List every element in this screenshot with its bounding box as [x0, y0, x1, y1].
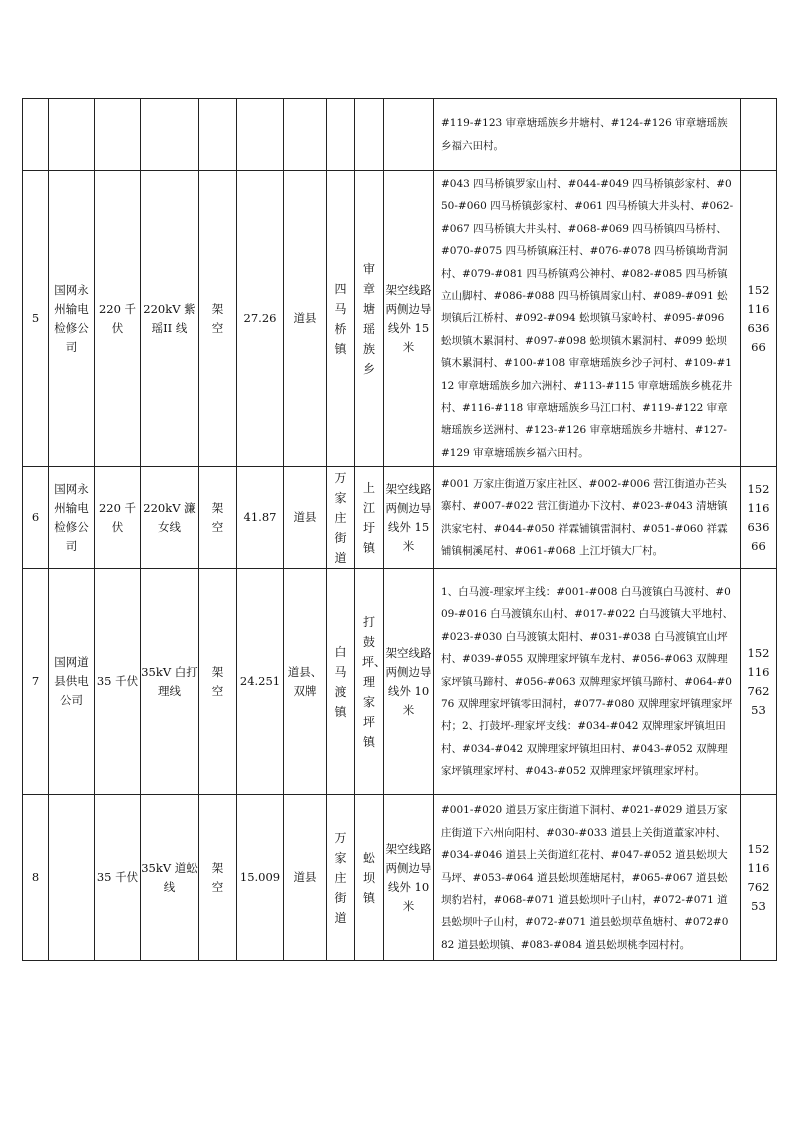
- town-cell: 万家庄街道: [327, 467, 355, 569]
- voltage-cell: 220 千伏: [95, 467, 141, 569]
- row-number-cell: 8: [23, 795, 49, 961]
- town-cell: 四马桥镇: [327, 171, 355, 467]
- phone-cell: 152 116 636 66: [741, 171, 777, 467]
- table-row: [23, 171, 777, 467]
- organization-cell: [49, 795, 95, 961]
- town2-cell: 审章塘瑶族乡: [355, 171, 384, 467]
- tower-villages-cell: #119-#123 审章塘瑶族乡井塘村、#124-#126 审章塘瑶族乡福六田村。: [434, 99, 741, 171]
- town-cell: 白马渡镇: [327, 569, 355, 795]
- organization-cell: 国网永州输电检修公司: [49, 467, 95, 569]
- town2-cell: 打鼓坪、理家坪镇: [355, 569, 384, 795]
- line-type-cell: 架空: [199, 795, 237, 961]
- table-row: [23, 569, 777, 795]
- row-number-cell: 6: [23, 467, 49, 569]
- voltage-cell: 35 千伏: [95, 795, 141, 961]
- phone-cell: 152 116 636 66: [741, 467, 777, 569]
- county-cell: 道县、双牌: [284, 569, 327, 795]
- tower-villages-cell: #001 万家庄街道万家庄社区、#002-#006 营江街道办芒头寨村、#007-#022 营江街道办下汶村、#023-#043 清塘镇洪家宅村、#044-#050 祥霖铺镇雷洞村、#051-#060 祥霖铺镇桐溪尾村、#061-#068 上江圩镇大厂村。: [434, 467, 741, 569]
- organization-cell: 国网道县供电公司: [49, 569, 95, 795]
- tower-villages-cell: 1、白马渡-理家坪主线：#001-#008 白马渡镇白马渡村、#009-#016 白马渡镇东山村、#017-#022 白马渡镇大平地村、#023-#030 白马渡镇太阳村、#031-#038 白马渡镇宜山坪村、#039-#055 双牌理家坪镇车龙村、#056-#063 双牌理家坪镇马蹄村、#056-#063 双牌理家坪镇马蹄村、#064-#076 双牌理家坪镇零田洞村，#077-#080 双牌理家坪镇理家坪村；2、打鼓坪-理家坪支线：#034-#042 双牌理家坪镇坦田村、#034-#042 双牌理家坪镇坦田村、#043-#052 双牌理家坪镇理家坪村、#043-#052 双牌理家坪镇理家坪村。: [434, 569, 741, 795]
- phone-cell: 152 116 762 53: [741, 795, 777, 961]
- phone-cell: 152 116 762 53: [741, 569, 777, 795]
- line-type-cell: 架空: [199, 171, 237, 467]
- length-cell: 27.26: [237, 171, 284, 467]
- line-type-cell: 架空: [199, 569, 237, 795]
- line-name-cell: 35kV 道蚣线: [141, 795, 199, 961]
- protection-scope-cell: 架空线路两侧边导线外 10 米: [384, 795, 434, 961]
- table-row: [23, 795, 777, 961]
- length-cell: 41.87: [237, 467, 284, 569]
- line-name-cell: 220kV 濂女线: [141, 467, 199, 569]
- protection-scope-cell: 架空线路两侧边导线外 15 米: [384, 171, 434, 467]
- voltage-cell: 35 千伏: [95, 569, 141, 795]
- length-cell: 15.009: [237, 795, 284, 961]
- county-cell: 道县: [284, 171, 327, 467]
- line-name-cell: 35kV 白打理线: [141, 569, 199, 795]
- line-protection-table: [22, 98, 777, 961]
- line-name-cell: 220kV 紫瑶II 线: [141, 171, 199, 467]
- town2-cell: 蚣坝镇: [355, 795, 384, 961]
- table-row: [23, 467, 777, 569]
- row-number-cell: 5: [23, 171, 49, 467]
- county-cell: 道县: [284, 795, 327, 961]
- tower-villages-cell: #043 四马桥镇罗家山村、#044-#049 四马桥镇彭家村、#050-#060 四马桥镇彭家村、#061 四马桥镇大井头村、#062-#067 四马桥镇大井头村、#068-#069 四马桥镇四马桥村、#070-#075 四马桥镇麻汪村、#076-#078 四马桥镇坳背洞村、#079-#081 四马桥镇鸡公神村、#082-#085 四马桥镇立山脚村、#086-#088 四马桥镇周家山村、#089-#091 蚣坝镇后江桥村、#092-#094 蚣坝镇马家岭村、#095-#096 蚣坝镇木累洞村、#097-#098 蚣坝镇木累洞村、#099 蚣坝镇木累洞村、#100-#108 审章塘瑶族乡沙子河村、#109-#112 审章塘瑶族乡加六洲村、#113-#115 审章塘瑶族乡桃花井村、#116-#118 审章塘瑶族乡马江口村、#119-#122 审章塘瑶族乡送洲村、#123-#126 审章塘瑶族乡井塘村、#127-#129 审章塘瑶族乡福六田村。: [434, 171, 741, 467]
- town-cell: 万家庄街道: [327, 795, 355, 961]
- protection-scope-cell: 架空线路两侧边导线外 15 米: [384, 467, 434, 569]
- length-cell: 24.251: [237, 569, 284, 795]
- table-row: [23, 99, 777, 171]
- voltage-cell: 220 千伏: [95, 171, 141, 467]
- town2-cell: 上江圩镇: [355, 467, 384, 569]
- county-cell: 道县: [284, 467, 327, 569]
- row-number-cell: 7: [23, 569, 49, 795]
- tower-villages-cell: #001-#020 道县万家庄街道下洞村、#021-#029 道县万家庄街道下六州向阳村、#030-#033 道县上关街道董家冲村、#034-#046 道县上关街道红花村、#047-#052 道县蚣坝大马坪、#053-#064 道县蚣坝莲塘尾村，#065-#067 道县蚣坝豹岩村，#068-#071 道县蚣坝叶子山村，#072-#071 道县蚣坝叶子山村，#072-#071 道县蚣坝草鱼塘村、#072#082 道县蚣坝镇、#083-#084 道县蚣坝桃李园村村。: [434, 795, 741, 961]
- organization-cell: 国网永州输电检修公司: [49, 171, 95, 467]
- protection-scope-cell: 架空线路两侧边导线外 10 米: [384, 569, 434, 795]
- line-type-cell: 架空: [199, 467, 237, 569]
